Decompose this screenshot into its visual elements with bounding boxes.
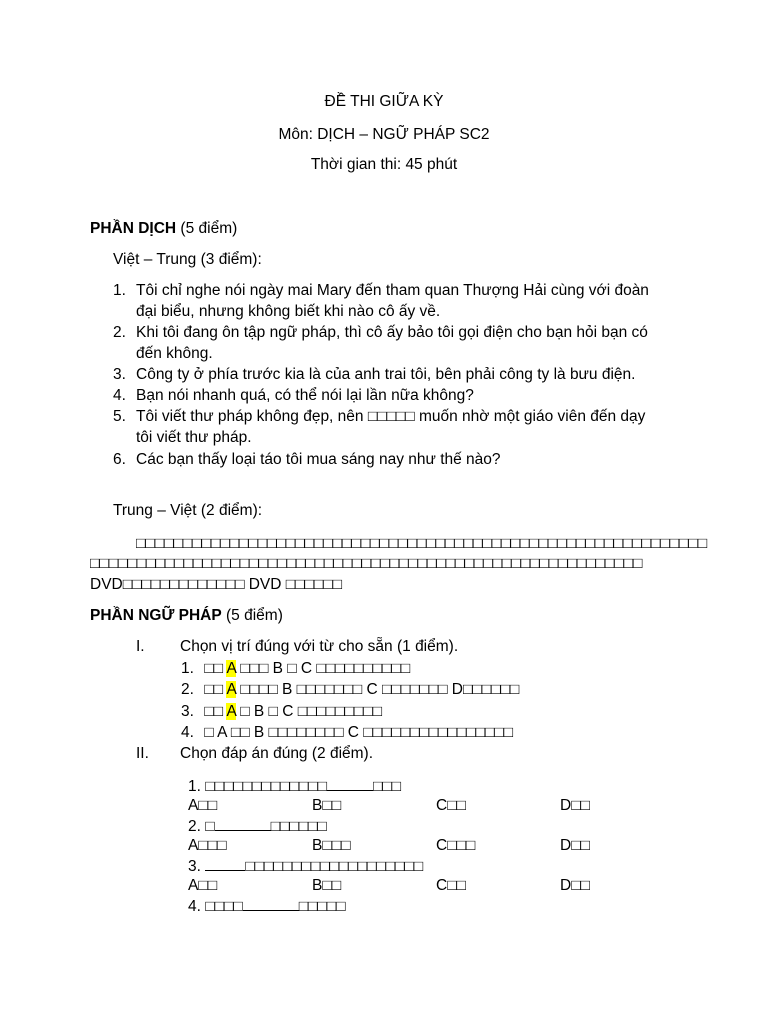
question-stem-end: □□□□□: [298, 898, 346, 915]
option-c: C□□: [436, 877, 466, 894]
zh-vi-title: Trung – Việt (2 điểm):: [113, 502, 263, 519]
part1-item-num: 1.: [181, 660, 194, 677]
option-c: C□□: [436, 797, 466, 814]
vi-zh-item-text: Công ty ở phía trước kia là của anh trai tôi, bên phải công ty là bưu điện.: [136, 366, 636, 383]
vi-zh-item-num: 1.: [113, 282, 126, 299]
part1-item-post: □□□□ B □□□□□□□ C □□□□□□□ D□□□□□□: [235, 681, 520, 698]
vi-zh-item-text: Các bạn thấy loại táo tôi mua sáng nay như thế nào?: [136, 451, 501, 468]
vi-zh-item-text: Bạn nói nhanh quá, có thể nói lại lần nữa không?: [136, 387, 474, 404]
part1-item: [181, 702, 382, 722]
question-stem: [188, 896, 346, 917]
option-a: A□□□: [188, 837, 227, 854]
question-stem-end: □□□□□□: [270, 818, 327, 835]
part2-roman: II.: [136, 745, 149, 762]
vi-zh-item-text-cont: đại biểu, nhưng không biết khi nào cô ấy về.: [136, 303, 441, 320]
question-stem: [188, 776, 401, 797]
vi-zh-item-text-cont: đến không.: [136, 345, 213, 362]
option-b: B□□□: [312, 837, 351, 854]
vi-zh-item-num: 2.: [113, 324, 126, 341]
part1-item-num: 3.: [181, 703, 194, 720]
translation-heading-points: (5 điểm): [176, 220, 238, 237]
grammar-heading-points: (5 điểm): [221, 607, 283, 624]
part1-roman: I.: [136, 638, 145, 655]
option-d: D□□: [560, 797, 590, 814]
vi-zh-item-num: 4.: [113, 387, 126, 404]
vi-zh-item-num: 6.: [113, 451, 126, 468]
translation-heading-label: PHẦN DỊCH: [90, 220, 177, 237]
vi-zh-item-text-cont: tôi viết thư pháp.: [136, 429, 252, 446]
part1-item-pre: □□: [204, 681, 227, 698]
vi-zh-item-num: 5.: [113, 408, 126, 425]
option-c: C□□□: [436, 837, 476, 854]
vi-zh-item-text: Khi tôi đang ôn tập ngữ pháp, thì cô ấy bảo tôi gọi điện cho bạn hỏi bạn có: [136, 324, 648, 341]
vi-zh-item-text: Tôi viết thư pháp không đẹp, nên □□□□□ muốn nhờ một giáo viên đến dạy: [136, 408, 646, 425]
answer-blank: [243, 896, 299, 911]
zh-vi-paragraph-line: DVD□□□□□□□□□□□□□ DVD □□□□□□: [90, 576, 342, 593]
option-b: B□□: [312, 797, 342, 814]
zh-vi-paragraph-line: □□□□□□□□□□□□□□□□□□□□□□□□□□□□□□□□□□□□□□□□□□□□□□□□□□□□□□□□□□□: [90, 555, 643, 572]
option-d: D□□: [560, 877, 590, 894]
vi-zh-title: Việt – Trung (3 điểm):: [113, 251, 262, 268]
translation-section-heading: [90, 219, 237, 239]
part1-item-num: 4.: [181, 724, 194, 741]
option-a: A□□: [188, 877, 218, 894]
answer-blank: [205, 856, 245, 871]
vi-zh-item-num: 3.: [113, 366, 126, 383]
part1-item: [181, 659, 410, 679]
exam-title: ĐỀ THI GIỮA KỲ: [324, 93, 444, 110]
grammar-heading-label: PHẦN NGỮ PHÁP: [90, 607, 222, 624]
part1-item-post: □ B □ C □□□□□□□□□: [235, 703, 382, 720]
part1-item: [181, 723, 513, 743]
highlighted-answer-mark: A: [226, 681, 236, 698]
question-stem-start: 1. □□□□□□□□□□□□□: [188, 778, 327, 795]
part1-item-post: □□□ B □ C □□□□□□□□□□: [235, 660, 411, 677]
exam-subject: Môn: DỊCH – NGỮ PHÁP SC2: [278, 126, 490, 143]
part1-item-pre: □ A □□ B □□□□□□□□ C □□□□□□□□□□□□□□□□: [204, 724, 514, 741]
question-stem-start: 3.: [188, 858, 206, 875]
highlighted-answer-mark: A: [226, 660, 236, 677]
question-stem: [188, 856, 423, 877]
question-stem-end: □□□: [372, 778, 402, 795]
part2-title: Chọn đáp án đúng (2 điểm).: [180, 745, 374, 762]
grammar-section-heading: [90, 606, 283, 626]
vi-zh-item-text: Tôi chỉ nghe nói ngày mai Mary đến tham quan Thượng Hải cùng với đoàn: [136, 282, 649, 299]
option-b: B□□: [312, 877, 342, 894]
part1-item-pre: □□: [204, 703, 227, 720]
part1-item-num: 2.: [181, 681, 194, 698]
highlighted-answer-mark: A: [226, 703, 236, 720]
question-stem: [188, 816, 327, 837]
option-d: D□□: [560, 837, 590, 854]
option-a: A□□: [188, 797, 218, 814]
question-stem-end: □□□□□□□□□□□□□□□□□□□: [245, 858, 424, 875]
answer-blank: [215, 816, 271, 831]
answer-blank: [327, 776, 373, 791]
part1-title: Chọn vị trí đúng với từ cho sẵn (1 điểm).: [180, 638, 459, 655]
part1-item: [181, 680, 519, 700]
question-stem-start: 4. □□□□: [188, 898, 243, 915]
exam-duration: Thời gian thi: 45 phút: [310, 156, 458, 173]
zh-vi-paragraph-line: □□□□□□□□□□□□□□□□□□□□□□□□□□□□□□□□□□□□□□□□□□□□□□□□□□□□□□□□□□□□□: [136, 535, 708, 552]
question-stem-start: 2. □: [188, 818, 215, 835]
part1-item-pre: □□: [204, 660, 227, 677]
